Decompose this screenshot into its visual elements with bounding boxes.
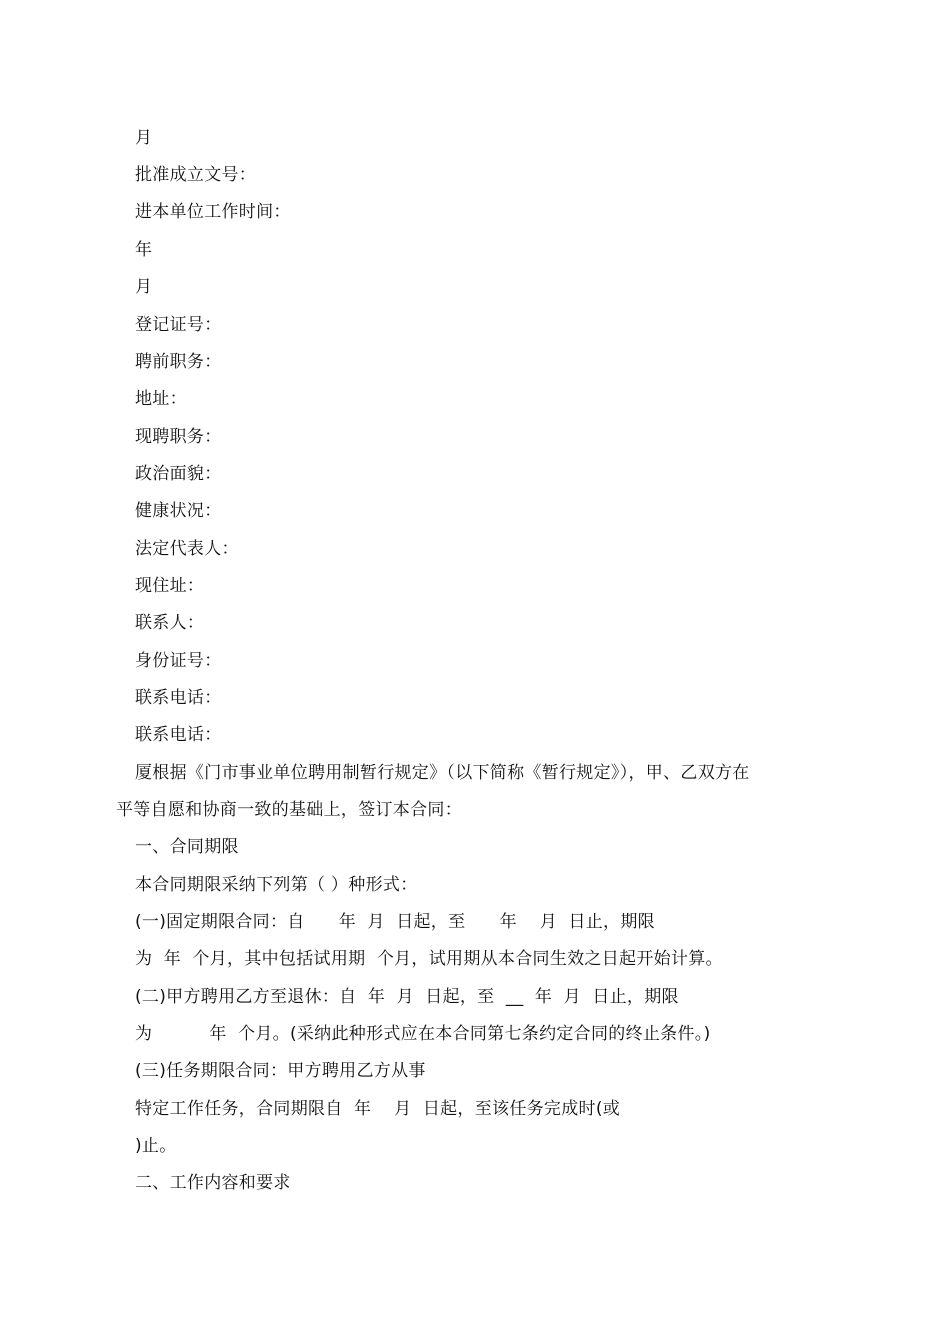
text-line: 地址： bbox=[135, 389, 187, 409]
text-line: (一)固定期限合同：自 年 月 日起，至 年 月 日止，期限 bbox=[135, 912, 655, 932]
text-line: (三)任务期限合同：甲方聘用乙方从事 bbox=[135, 1061, 426, 1081]
text-line: 联系人： bbox=[135, 613, 205, 633]
text-line: 本合同期限采纳下列第（ ）种形式： bbox=[135, 875, 418, 895]
text-line: )止。 bbox=[135, 1136, 177, 1156]
section-heading: 一、合同期限 bbox=[135, 837, 239, 857]
text-line: 年 bbox=[135, 240, 153, 260]
text-line: 特定工作任务，合同期限自 年 月 日起，至该任务完成时(或 bbox=[135, 1099, 621, 1119]
text-line: 政治面貌： bbox=[135, 464, 222, 484]
text-line: 联系电话： bbox=[135, 725, 222, 745]
text-line: 法定代表人： bbox=[135, 539, 239, 559]
text-line: (二)甲方聘用乙方至退休：自 年 月 日起，至 __ 年 月 日止，期限 bbox=[135, 987, 679, 1007]
text-line: 平等自愿和协商一致的基础上，签订本合同： bbox=[116, 800, 462, 820]
text-line: 月 bbox=[135, 277, 153, 297]
text-line: 为 年 个月。(采纳此种形式应在本合同第七条约定合同的终止条件。) bbox=[135, 1024, 711, 1044]
text-line: 聘前职务： bbox=[135, 352, 222, 372]
text-line: 现聘职务： bbox=[135, 427, 222, 447]
text-line: 现住址： bbox=[135, 576, 205, 596]
text-line: 为 年 个月，其中包括试用期 个月，试用期从本合同生效之日起开始计算。 bbox=[135, 949, 723, 969]
text-line: 进本单位工作时间： bbox=[135, 202, 291, 222]
text-line: 批准成立文号： bbox=[135, 165, 257, 185]
section-heading: 二、工作内容和要求 bbox=[135, 1173, 291, 1193]
text-line: 月 bbox=[135, 128, 153, 148]
text-line: 身份证号： bbox=[135, 651, 222, 671]
text-line: 厦根据《门市事业单位聘用制暂行规定》（以下简称《暂行规定》），甲、乙双方在 bbox=[135, 763, 750, 783]
text-line: 登记证号： bbox=[135, 315, 222, 335]
text-line: 联系电话： bbox=[135, 688, 222, 708]
text-line: 健康状况： bbox=[135, 501, 222, 521]
